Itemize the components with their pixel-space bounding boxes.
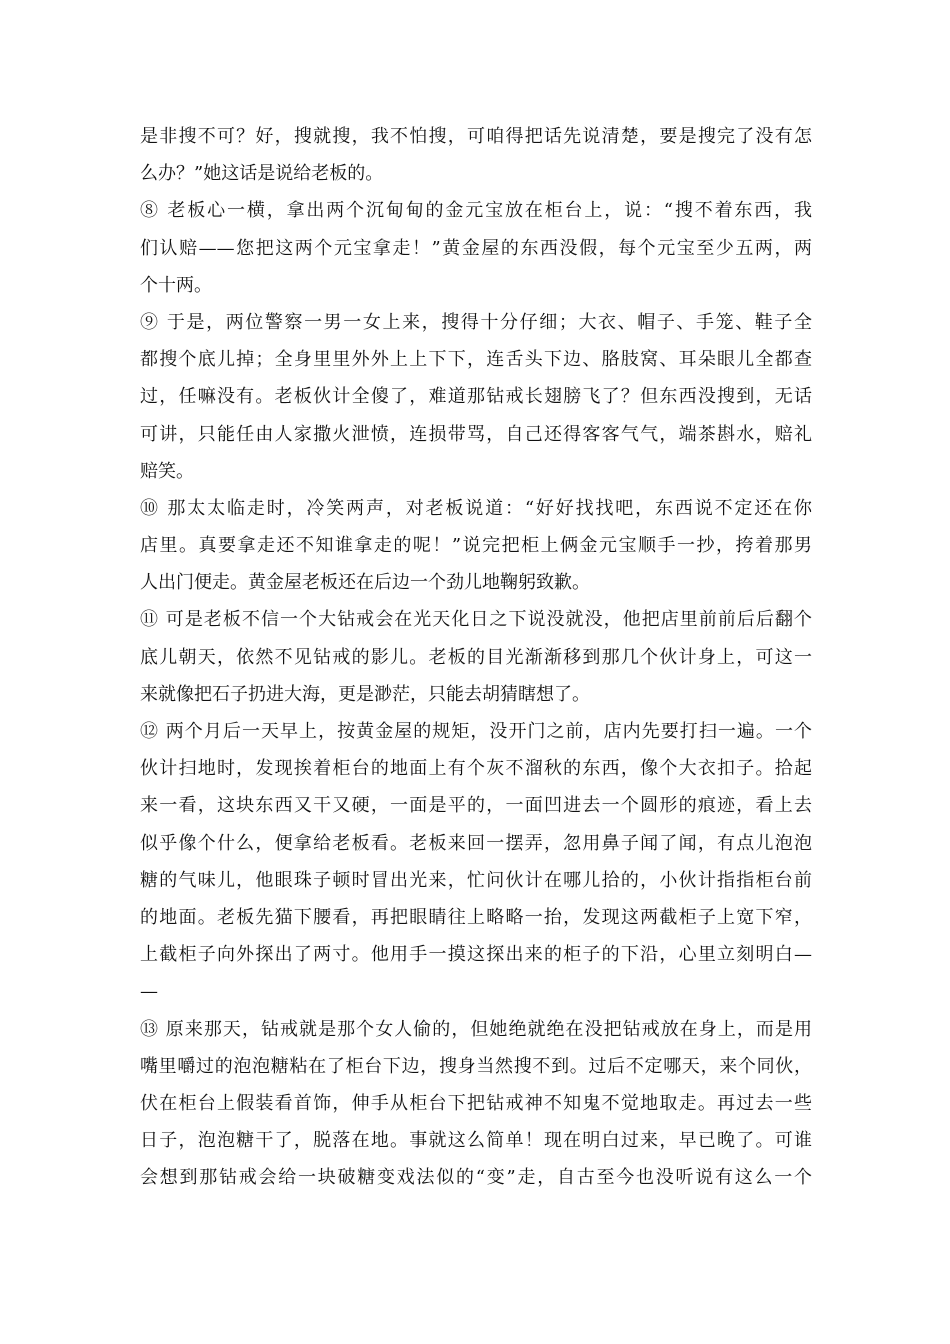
text-line: 会想到那钻戒会给一块破糖变戏法似的“变”走，自古至今也没听说有这么一个 <box>140 1167 812 1189</box>
text-line: 嘴里嚼过的泡泡糖粘在了柜台下边，搜身当然搜不到。过后不定哪天，来个同伙， <box>140 1055 812 1077</box>
text-line: 的地面。老板先猫下腰看，再把眼睛往上略略一抬，发现这两截柜子上宽下窄， <box>140 906 812 928</box>
text-line: 日子，泡泡糖干了，脱落在地。事就这么简单！现在明白过来，早已晚了。可谁 <box>140 1130 812 1152</box>
text-line: 们认赔——您把这两个元宝拿走！”黄金屋的东西没假，每个元宝至少五两，两 <box>140 237 812 259</box>
text-line: 底儿朝天，依然不见钻戒的影儿。老板的目光渐渐移到那几个伙计身上，可这一 <box>140 646 812 668</box>
text-line: 过，任嘛没有。老板伙计全傻了，难道那钻戒长翅膀飞了？但东西没搜到，无话 <box>140 386 812 408</box>
text-line: 是非搜不可？好，搜就搜，我不怕搜，可咱得把话先说清楚，要是搜完了没有怎 <box>140 126 812 147</box>
text-line: 赔笑。 <box>140 460 194 482</box>
text-line: 似乎像个什么，便拿给老板看。老板来回一摆弄，忽用鼻子闻了闻，有点儿泡泡 <box>140 832 812 854</box>
story-text <box>140 118 812 1196</box>
text-line: 伏在柜台上假装看首饰，伸手从柜台下把钻戒神不知鬼不觉地取走。再过去一些 <box>140 1092 812 1114</box>
paragraph-13-line: ⑬ 原来那天，钻戒就是那个女人偷的，但她绝就绝在没把钻戒放在身上，而是用 <box>140 1018 812 1040</box>
text-line: 来一看，这块东西又干又硬，一面是平的，一面凹进去一个圆形的痕迹，看上去 <box>140 795 812 817</box>
paragraph-10-line: ⑩ 那太太临走时，冷笑两声，对老板说道：“好好找找吧，东西说不定还在你 <box>140 497 812 519</box>
paragraph-8-line: ⑧ 老板心一横，拿出两个沉甸甸的金元宝放在柜台上，说：“搜不着东西，我 <box>140 200 812 222</box>
text-line: 人出门便走。黄金屋老板还在后边一个劲儿地鞠躬致歉。 <box>140 572 590 594</box>
text-line: 伙计扫地时，发现挨着柜台的地面上有个灰不溜秋的东西，像个大衣扣子。拾起 <box>140 758 812 780</box>
text-line: 可讲，只能任由人家撒火泄愤，连损带骂，自己还得客客气气，端茶斟水，赔礼 <box>140 423 812 445</box>
text-line: 糖的气味儿，他眼珠子顿时冒出光来，忙问伙计在哪儿拾的，小伙计指指柜台前 <box>140 869 812 891</box>
text-line: 店里。真要拿走还不知谁拿走的呢！”说完把柜上俩金元宝顺手一抄，挎着那男 <box>140 535 812 557</box>
text-line: 么办？”她这话是说给老板的。 <box>140 163 384 185</box>
paragraph-9-line: ⑨ 于是，两位警察一男一女上来，搜得十分仔细；大衣、帽子、手笼、鞋子全 <box>140 311 812 333</box>
text-line: — <box>140 981 158 1003</box>
paragraph-12-line: ⑫ 两个月后一天早上，按黄金屋的规矩，没开门之前，店内先要打扫一遍。一个 <box>140 721 812 742</box>
text-line: 个十两。 <box>140 274 212 296</box>
text-line: 来就像把石子扔进大海，更是渺茫，只能去胡猜瞎想了。 <box>140 683 590 705</box>
text-line: 上截柜子向外探出了两寸。他用手一摸这探出来的柜子的下沿，心里立刻明白— <box>140 944 812 966</box>
text-line: 都搜个底儿掉；全身里里外外上上下下，连舌头下边、胳肢窝、耳朵眼儿全都查 <box>140 349 812 371</box>
paragraph-11-line: ⑪ 可是老板不信一个大钻戒会在光天化日之下说没就没，他把店里前前后后翻个 <box>140 609 812 631</box>
